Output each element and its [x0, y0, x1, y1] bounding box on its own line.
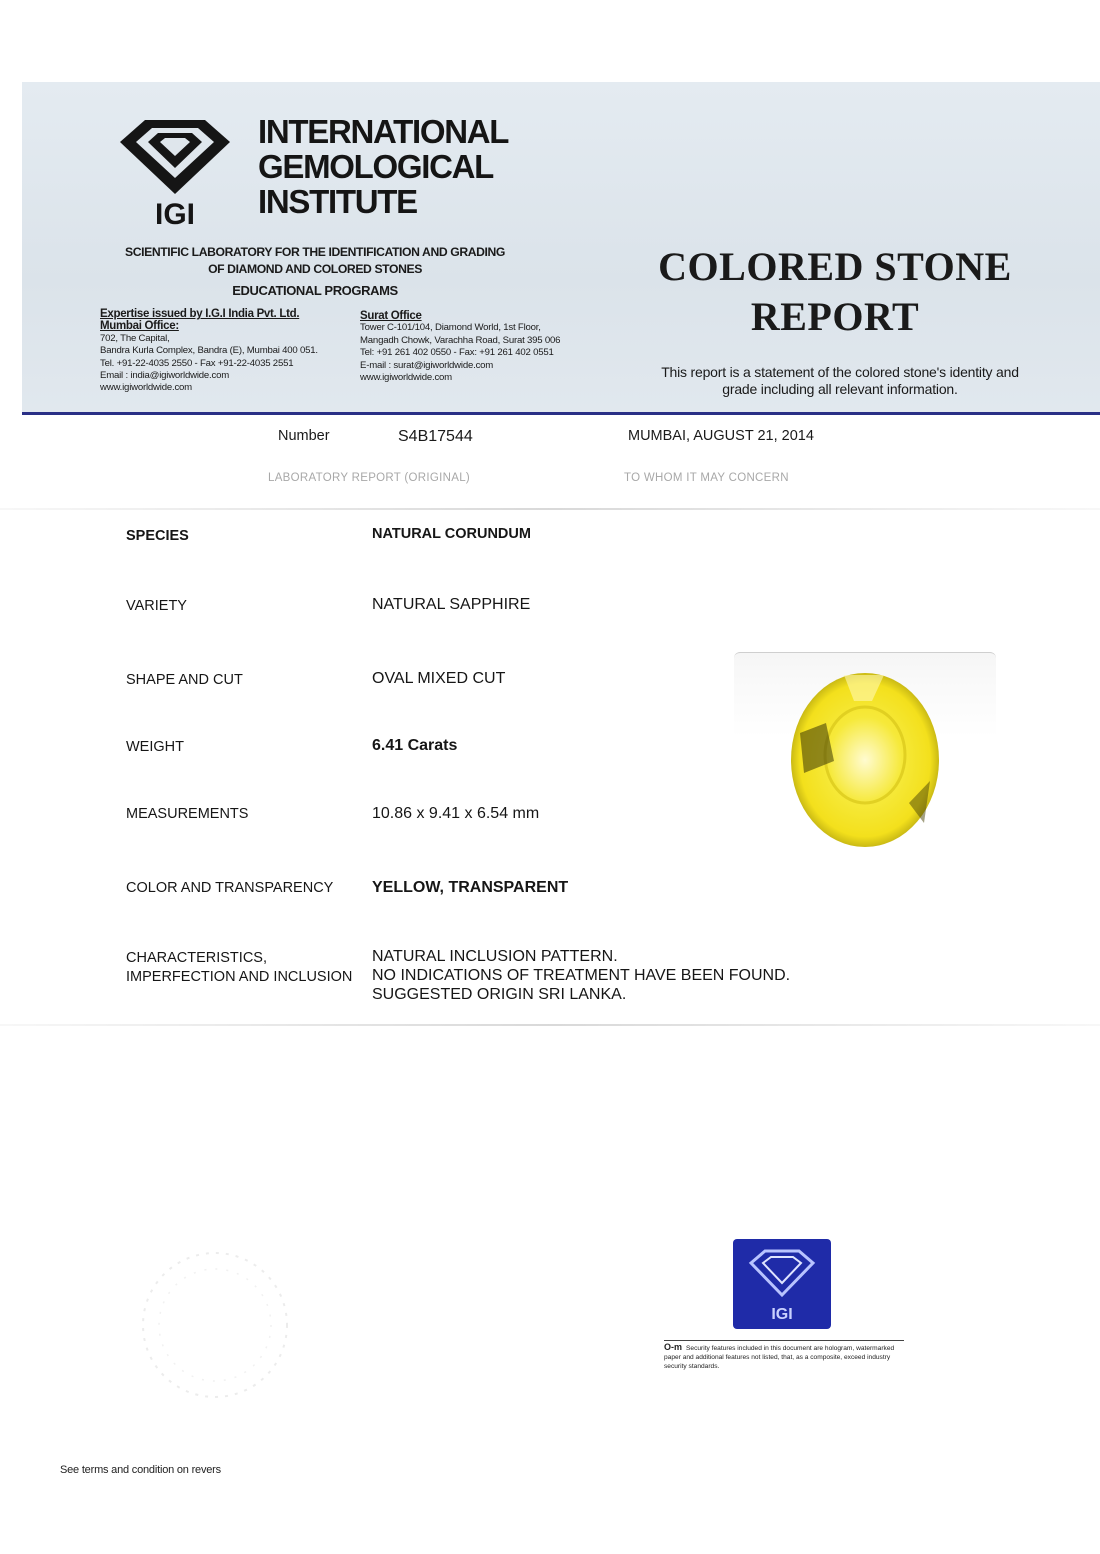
stone-photo-frame: [734, 652, 996, 863]
security-hologram: [733, 1239, 831, 1329]
institute-line-3: INSTITUTE: [258, 183, 417, 220]
mumbai-address-line: Bandra Kurla Complex, Bandra (E), Mumbai 400 051.: [100, 345, 318, 357]
igi-logo: [110, 112, 240, 232]
variety-value: NATURAL SAPPHIRE: [372, 596, 531, 613]
lab-description: [90, 244, 540, 299]
mumbai-web-line: www.igiworldwide.com: [100, 382, 192, 394]
place-date: MUMBAI, AUGUST 21, 2014: [628, 428, 814, 444]
report-statement: This report is a statement of the colored stone's identity and grade including all relevant information.: [661, 364, 1019, 397]
logo-letters: IGI: [154, 198, 196, 231]
terms-footer: See terms and condition on revers: [60, 1464, 221, 1476]
embossed-seal: [120, 1240, 310, 1410]
institute-line-2: GEMOLOGICAL: [258, 148, 494, 185]
surat-web-line: www.igiworldwide.com: [360, 372, 452, 384]
variety-label: VARIETY: [126, 598, 187, 614]
yellow-sapphire-image: [734, 653, 996, 863]
expertise-line: Expertise issued by I.G.I India Pvt. Ltd.: [100, 308, 300, 320]
species-value: NATURAL CORUNDUM: [372, 526, 531, 542]
surat-office-address: [360, 310, 560, 384]
key-icon: O-m: [664, 1342, 682, 1352]
report-title-line-2: REPORT: [750, 294, 920, 339]
hologram-diamond-icon: [733, 1239, 831, 1329]
characteristics-line: SUGGESTED ORIGIN SRI LANKA.: [372, 986, 627, 1003]
color-label: COLOR AND TRANSPARENCY: [126, 880, 334, 896]
characteristics-label-line: IMPERFECTION AND INCLUSION: [126, 969, 353, 985]
to-whom-label: TO WHOM IT MAY CONCERN: [624, 472, 789, 484]
institute-line-1: INTERNATIONAL: [258, 113, 509, 150]
seal-icon: [120, 1240, 310, 1410]
measurements-label: MEASUREMENTS: [126, 806, 249, 822]
measurements-value: 10.86 x 9.41 x 6.54 mm: [372, 805, 540, 822]
educational-programs: EDUCATIONAL PROGRAMS: [232, 283, 398, 298]
weight-value: 6.41 Carats: [372, 737, 458, 754]
paper-fold-line: [0, 508, 1100, 510]
surat-email-line: E-mail : surat@igiworldwide.com: [360, 359, 494, 371]
security-note: [664, 1340, 904, 1371]
lab-description-line-2: OF DIAMOND AND COLORED STONES: [208, 262, 422, 276]
mumbai-address-line: 702, The Capital,: [100, 332, 170, 344]
mumbai-email-line: Email : india@igiworldwide.com: [100, 370, 230, 382]
characteristics-line: NATURAL INCLUSION PATTERN.: [372, 948, 618, 965]
number-label: Number: [278, 428, 330, 444]
security-text: Security features included in this document are hologram, watermarked paper and additional features not listed, that, as a composite, exceed industry security standards.: [664, 1345, 895, 1370]
institute-name: [258, 114, 508, 219]
mumbai-office-heading: Mumbai Office:: [100, 320, 179, 333]
mumbai-office-address: [100, 308, 318, 395]
mumbai-phone-line: Tel. +91-22-4035 2550 - Fax +91-22-4035 2551: [100, 357, 294, 369]
shape-value: OVAL MIXED CUT: [372, 670, 506, 687]
surat-phone-line: Tel: +91 261 402 0550 - Fax: +91 261 402 0551: [360, 347, 554, 359]
surat-address-line: Tower C-101/104, Diamond World, 1st Floor,: [360, 322, 541, 334]
hologram-logo-letters: IGI: [771, 1306, 793, 1323]
lab-description-line-1: SCIENTIFIC LABORATORY FOR THE IDENTIFICATION AND GRADING: [124, 245, 505, 259]
characteristics-label: [126, 949, 352, 987]
surat-office-heading: Surat Office: [360, 310, 422, 322]
color-value: YELLOW, TRANSPARENT: [372, 879, 569, 896]
shape-label: SHAPE AND CUT: [126, 672, 243, 688]
report-number: S4B17544: [398, 428, 473, 445]
diamond-logo-icon: [110, 112, 240, 232]
report-title-line-1: COLORED STONE: [658, 244, 1012, 289]
species-label: SPECIES: [126, 528, 189, 544]
lab-report-label: LABORATORY REPORT (ORIGINAL): [268, 472, 471, 484]
weight-label: WEIGHT: [126, 739, 184, 755]
characteristics-line: NO INDICATIONS OF TREATMENT HAVE BEEN FOUND.: [372, 967, 791, 984]
surat-address-line: Mangadh Chowk, Varachha Road, Surat 395 006: [360, 334, 561, 346]
report-title: [640, 242, 1030, 342]
paper-fold-line: [0, 1024, 1100, 1026]
characteristics-value: [372, 947, 790, 1004]
characteristics-label-line: CHARACTERISTICS,: [126, 950, 267, 966]
